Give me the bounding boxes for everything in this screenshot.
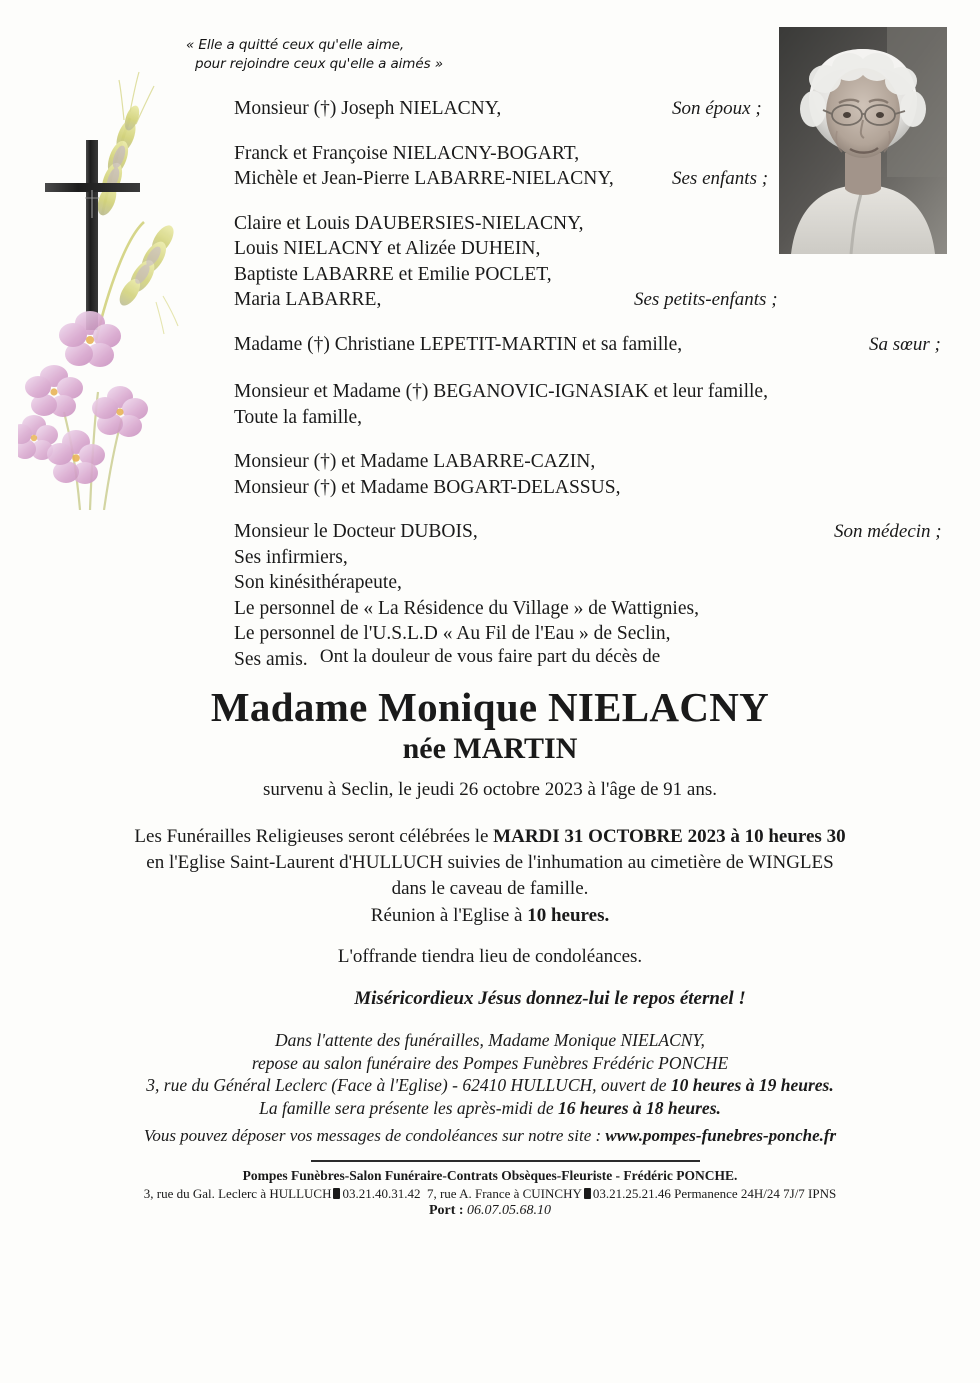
relation-label: Ses petits-enfants ; <box>634 289 778 310</box>
telephone-icon <box>584 1188 591 1199</box>
service-details <box>0 824 980 902</box>
relation-label: Sa sœur ; <box>869 333 941 355</box>
repose-line-4 <box>0 1097 980 1120</box>
footer-contact-line <box>0 1186 980 1202</box>
footer-phone-cuinchy: 03.21.25.21.46 <box>592 1186 671 1201</box>
family-presence-text: La famille sera présente les après-midi de <box>259 1097 559 1118</box>
roster-name-line: Toute la famille, <box>234 406 363 428</box>
roster-names <box>234 96 980 122</box>
roster-group <box>0 211 980 313</box>
epigraph-line-1: « Elle a quitté ceux qu'elle aime, <box>186 37 405 53</box>
relation-label: Ses enfants ; <box>672 168 769 189</box>
roster-names <box>234 379 980 430</box>
roster-group <box>0 449 980 500</box>
repose-info <box>0 1029 980 1119</box>
roster-group <box>0 96 980 122</box>
roster-name-line: Monsieur (†) Joseph NIELACNY, <box>234 98 502 119</box>
reunion-text: Réunion à l'Eglise à <box>370 905 528 926</box>
roster-name-line: Ses infirmiers, <box>234 546 348 568</box>
repose-address: 3, rue du Général Leclerc (Face à l'Eglise) - 62410 HULLUCH, ouvert de <box>146 1075 671 1095</box>
roster-name-line: Monsieur et Madame (†) BEGANOVIC-IGNASIAK et leur famille, <box>234 381 768 402</box>
condolences-website-link[interactable]: www.pompes-funebres-ponche.fr <box>605 1126 837 1145</box>
roster-group <box>0 379 980 430</box>
condolences-text: Vous pouvez déposer vos messages de condoléances sur notre site : <box>143 1126 606 1145</box>
offering-line: L'offrande tiendra lieu de condoléances. <box>337 946 643 967</box>
footer-address-hulluch: 3, rue du Gal. Leclerc à HULLUCH <box>143 1186 332 1201</box>
roster-name-line: Monsieur le Docteur DUBOIS, <box>234 521 478 542</box>
roster-name-line: Son kinésithérapeute, <box>234 572 402 593</box>
roster-name-line: Franck et Françoise NIELACNY-BOGART, <box>234 142 580 164</box>
footer-mobile-line <box>0 1203 980 1219</box>
roster-name-line: Madame (†) Christiane LEPETIT-MARTIN et sa famille, <box>234 333 683 355</box>
reunion-line <box>0 905 980 927</box>
roster-name-line: Monsieur (†) et Madame LABARRE-CAZIN, <box>234 451 596 472</box>
reunion-time: 10 heures. <box>527 905 610 926</box>
deceased-maiden-name: née MARTIN <box>402 732 578 765</box>
prayer-line: Miséricordieux Jésus donnez-lui le repos éternel ! <box>354 988 746 1009</box>
service-datetime: MARDI 31 OCTOBRE 2023 à 10 heures 30 <box>493 826 846 847</box>
roster-name-line: Michèle et Jean-Pierre LABARRE-NIELACNY, <box>234 168 614 189</box>
roster-names <box>234 211 980 313</box>
repose-line-3 <box>0 1074 980 1097</box>
roster-names <box>234 141 980 192</box>
death-details: survenu à Seclin, le jeudi 26 octobre 2023 à l'âge de 91 ans. <box>262 779 717 800</box>
footer-permanence: Permanence 24H/24 7J/7 IPNS <box>674 1186 837 1201</box>
roster-name-line: Baptiste LABARRE et Emilie POCLET, <box>234 263 552 285</box>
roster-group <box>0 332 980 358</box>
footer-mobile-number: 06.07.05.68.10 <box>467 1203 552 1218</box>
family-roster <box>0 96 980 691</box>
relation-label: Son médecin ; <box>834 521 942 542</box>
roster-name-line: Monsieur (†) et Madame BOGART-DELASSUS, <box>234 476 621 498</box>
roster-name-line: Louis NIELACNY et Alizée DUHEIN, <box>234 238 541 259</box>
roster-name-line: Maria LABARRE, <box>234 289 382 310</box>
service-line-1-text: Les Funérailles Religieuses seront célébrées le <box>134 826 494 847</box>
repose-line-1: Dans l'attente des funérailles, Madame Monique NIELACNY, <box>275 1030 705 1050</box>
relation-label: Son époux ; <box>672 98 762 119</box>
epigraph-line-2: pour rejoindre ceux qu'elle a aimés » <box>195 56 443 72</box>
footer-divider <box>311 1160 700 1162</box>
roster-name-line: Claire et Louis DAUBERSIES-NIELACNY, <box>234 212 584 234</box>
service-line-2: en l'Eglise Saint-Laurent d'HULLUCH suivies de l'inhumation au cimetière de WINGLES <box>146 852 834 873</box>
roster-name-line: Ses amis. <box>234 648 308 670</box>
repose-hours: 10 heures à 19 heures. <box>670 1075 834 1095</box>
epigraph <box>186 36 443 74</box>
condolences-line <box>0 1126 980 1146</box>
roster-name-line: Le personnel de l'U.S.L.D « Au Fil de l'Eau » de Seclin, <box>234 623 671 644</box>
footer-address-cuinchy: 7, rue A. France à CUINCHY <box>426 1186 582 1201</box>
service-line-3: dans le caveau de famille. <box>391 878 589 899</box>
telephone-icon <box>333 1188 340 1199</box>
roster-name-line: Le personnel de « La Résidence du Village » de Wattignies, <box>234 597 699 619</box>
deceased-name: Madame Monique NIELACNY <box>210 684 770 730</box>
announcement-lead: Ont la douleur de vous faire part du décès de <box>319 646 661 667</box>
service-line-1 <box>0 824 980 850</box>
roster-group <box>0 141 980 192</box>
footer-phone-hulluch: 03.21.40.31.42 <box>342 1186 421 1201</box>
roster-names <box>234 449 980 500</box>
family-presence-hours: 16 heures à 18 heures. <box>558 1097 721 1118</box>
footer-mobile-label: Port : <box>428 1203 468 1218</box>
footer-company-name: Pompes Funèbres-Salon Funéraire-Contrats Obsèques-Fleuriste - Frédéric PONCHE. <box>242 1168 738 1183</box>
repose-line-2: repose au salon funéraire des Pompes Funèbres Frédéric PONCHE <box>251 1052 729 1073</box>
